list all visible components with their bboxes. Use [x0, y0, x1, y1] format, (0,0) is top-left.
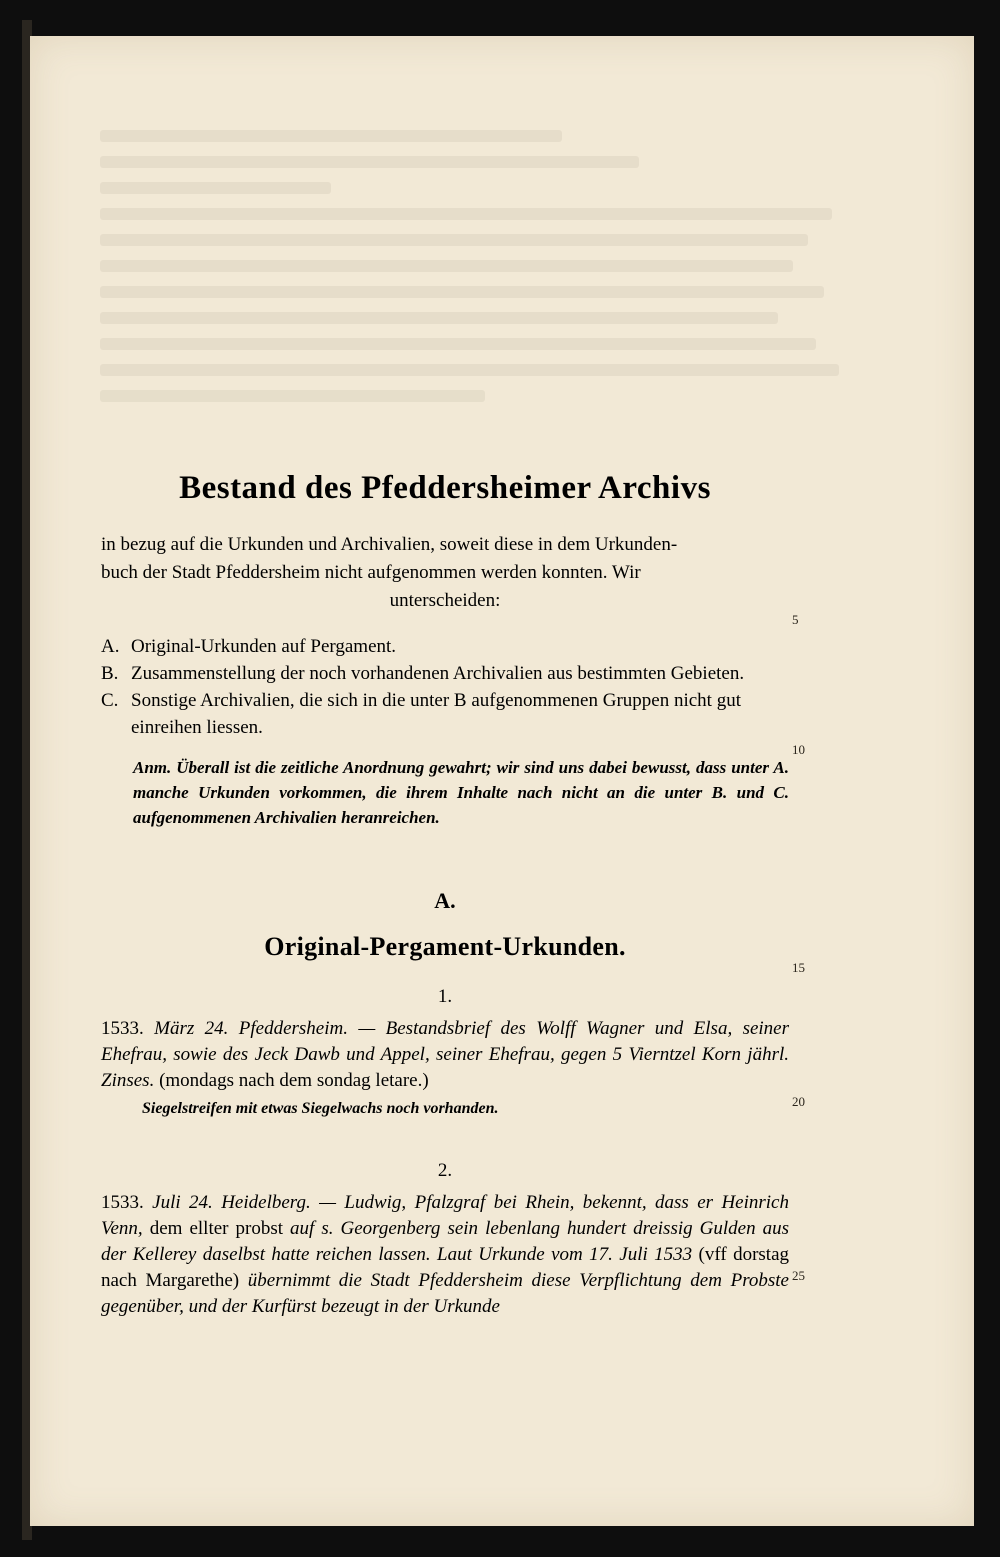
annotation-note	[101, 755, 789, 830]
line-number: 15	[792, 960, 805, 975]
page-content	[101, 460, 789, 1320]
list-item	[101, 687, 789, 741]
entry-regest: März 24. Pfeddersheim. — Bestandsbrief des Wolff Wagner und Elsa, seiner Ehefrau, sowie des Jeck Dawb und Appel, seiner Ehefrau, gegen 5 Vierntzel Korn jährl. Zinses.	[101, 1018, 790, 1091]
line-number: 20	[792, 1094, 805, 1109]
entry-regest: übernimmt die Stadt Pfeddersheim diese Verpflichtung dem Probste gegenüber, und der Kurfürst bezeugt in der Urkunde	[101, 1270, 789, 1317]
intro-line: in bezug auf die Urkunden und Archivalien, soweit diese in dem Urkunden-	[101, 534, 678, 555]
list-item-label: C.	[101, 690, 119, 711]
section-letter: A.	[434, 888, 456, 913]
list-item-text: Zusammenstellung der noch vorhandenen Archivalien aus bestimmten Gebieten.	[131, 663, 745, 684]
entry-number: 1.	[437, 986, 453, 1007]
list-item-text: Sonstige Archivalien, die sich in die unter B aufgenommenen Gruppen nicht gut einreihen liessen.	[131, 690, 741, 738]
entry-year: 1533.	[101, 1018, 144, 1039]
list-item	[101, 633, 789, 660]
entry-year: 1533.	[101, 1192, 144, 1213]
category-list	[101, 633, 789, 741]
line-number: 10	[792, 742, 805, 757]
intro-line: unterscheiden:	[389, 590, 501, 611]
seal-note: Siegelstreifen mit etwas Siegelwachs noch vorhanden.	[142, 1100, 499, 1117]
list-item-label: B.	[101, 663, 119, 684]
document-entry	[101, 1190, 789, 1320]
intro-line: buch der Stadt Pfeddersheim nicht aufgenommen werden konnten. Wir	[101, 562, 641, 583]
list-item-text: Original-Urkunden auf Pergament.	[131, 636, 397, 657]
entry-regest: auf s. Georgenberg sein lebenlang hundert dreissig Gulden aus der Kellerey daselbst hatte reichen lassen. Laut Urkunde vom 17. Juli 1533	[101, 1218, 789, 1265]
intro-paragraph	[101, 531, 789, 615]
entry-regest: Juli 24. Heidelberg. — Ludwig, Pfalzgraf bei Rhein, bekennt, dass er Heinrich Venn,	[101, 1192, 789, 1239]
entry-plain: (vff dorstag nach Margarethe)	[101, 1244, 789, 1291]
note-text: Anm. Überall ist die zeitliche Anordnung gewahrt; wir sind uns dabei bewusst, dass unter A. manche Urkunden vorkommen, die ihrem Inhalte nach nicht an die unter B. und C. aufgenommenen Archivalien heranreichen.	[133, 758, 789, 827]
entry-dating: (mondags nach dem sondag letare.)	[159, 1070, 429, 1091]
document-entry	[101, 1016, 789, 1094]
line-number: 25	[792, 1268, 805, 1283]
entry-number: 2.	[437, 1160, 453, 1181]
list-item-label: A.	[101, 636, 120, 657]
list-item	[101, 660, 789, 687]
entry-plain: dem ellter probst	[149, 1218, 284, 1239]
line-number: 5	[792, 612, 799, 627]
section-heading: Original-Pergament-Urkunden.	[264, 932, 626, 961]
page-title: Bestand des Pfeddersheimer Archivs	[179, 470, 711, 506]
